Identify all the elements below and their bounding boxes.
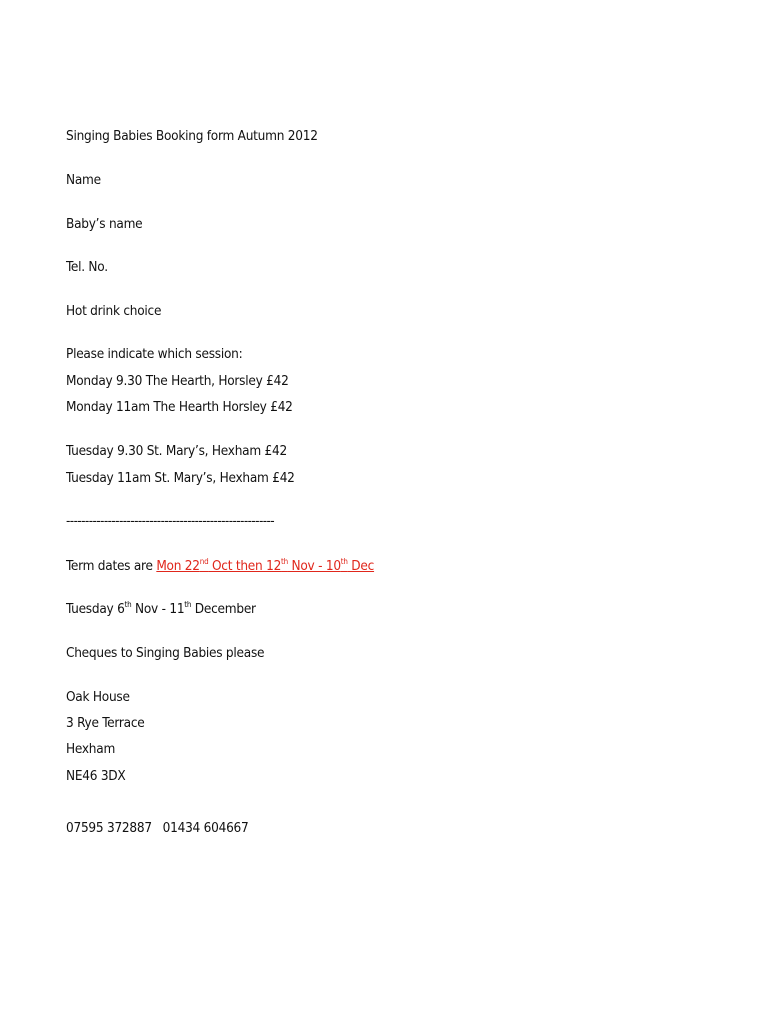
term-dates (66, 558, 374, 574)
term-dates-text: Nov - 10 (287, 558, 341, 574)
ordinal-suffix: th (184, 599, 192, 609)
term-dates-prefix: Term dates are (66, 558, 157, 574)
session-option: Tuesday 9.30 St. Mary’s, Hexham £42 (66, 443, 287, 459)
baby-name-field-label: Baby’s name (66, 216, 143, 232)
divider-line: ------------------------------------------------------- (66, 513, 275, 529)
term-dates-text: Oct then 12 (208, 558, 282, 574)
address-line: Hexham (66, 741, 116, 757)
ordinal-suffix: th (124, 599, 132, 609)
session-option: Monday 9.30 The Hearth, Horsley £42 (66, 373, 289, 389)
phone-numbers: 07595 372887 01434 604667 (66, 820, 249, 836)
tuesday-dates (66, 601, 256, 617)
hot-drink-field-label: Hot drink choice (66, 303, 162, 319)
tuesday-dates-text: December (191, 601, 256, 617)
ordinal-suffix: th (281, 556, 288, 566)
ordinal-suffix: th (340, 556, 348, 566)
session-option: Monday 11am The Hearth Horsley £42 (66, 399, 293, 415)
ordinal-suffix: nd (199, 556, 209, 566)
session-option: Tuesday 11am St. Mary’s, Hexham £42 (66, 470, 295, 486)
tuesday-dates-text: Nov - 11 (131, 601, 185, 617)
term-dates-text: Mon 22 (156, 558, 200, 574)
name-field-label: Name (66, 172, 101, 188)
session-prompt: Please indicate which session: (66, 346, 243, 362)
address-line: 3 Rye Terrace (66, 715, 145, 731)
term-dates-text: Dec (347, 558, 375, 574)
address-line: NE46 3DX (66, 768, 126, 784)
tel-field-label: Tel. No. (66, 259, 108, 275)
term-dates-highlight (156, 558, 374, 574)
address-line: Oak House (66, 689, 130, 705)
form-title: Singing Babies Booking form Autumn 2012 (66, 128, 318, 144)
tuesday-dates-text: Tuesday 6 (66, 601, 125, 617)
cheques-note: Cheques to Singing Babies please (66, 645, 265, 661)
